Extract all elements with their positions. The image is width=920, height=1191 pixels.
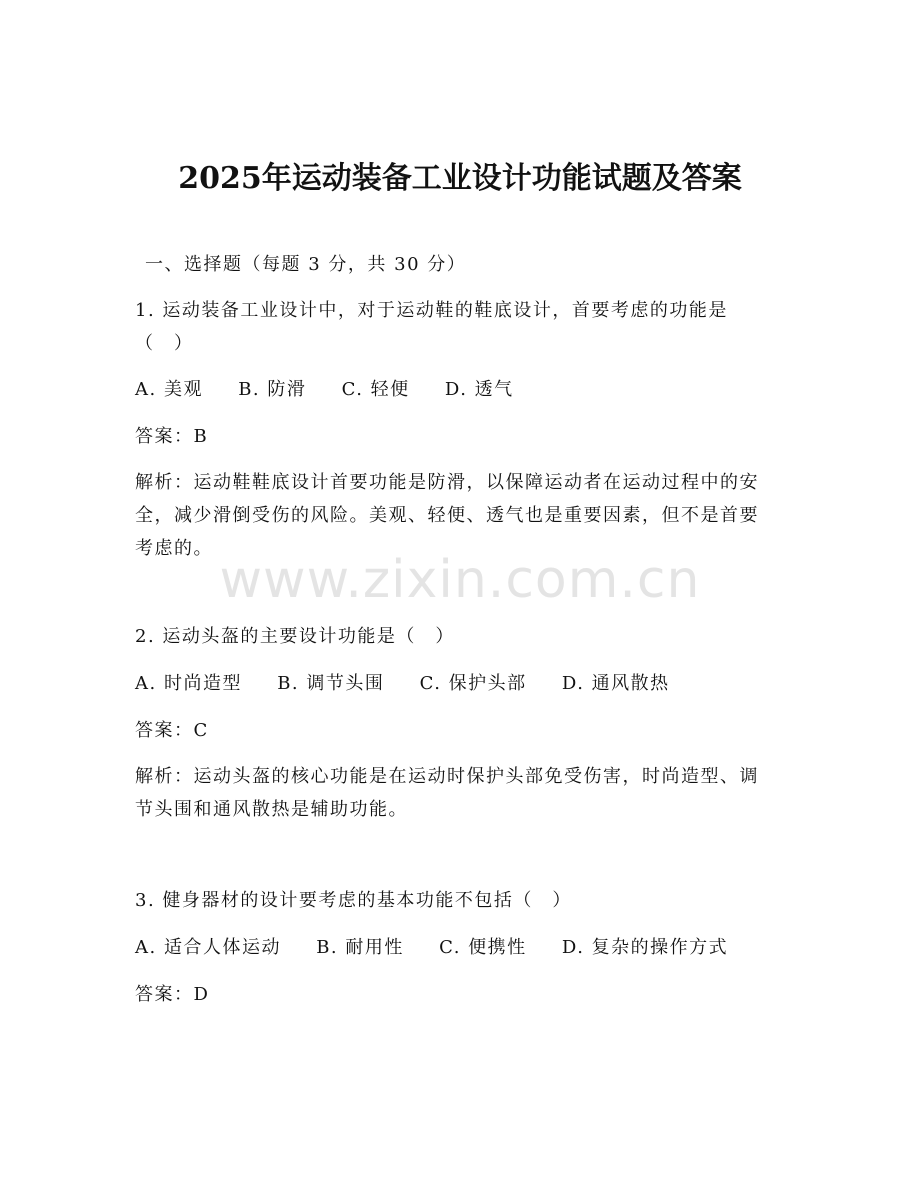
question-1-stem: 1. 运动装备工业设计中，对于运动鞋的鞋底设计，首要考虑的功能是（ ） — [135, 300, 728, 354]
question-1-options — [135, 373, 785, 406]
question-3-stem: 3. 健身器材的设计要考虑的基本功能不包括（ ） — [135, 890, 572, 911]
question-3-option-d: D. 复杂的操作方式 — [561, 937, 729, 958]
question-1-option-a: A. 美观 — [135, 379, 203, 400]
question-1-answer: 答案：B — [135, 426, 209, 447]
question-1-option-d: D. 透气 — [444, 379, 514, 400]
question-2-option-c: C. 保护头部 — [419, 673, 527, 694]
question-3-option-c: C. 便携性 — [439, 937, 527, 958]
question-3-option-a: A. 适合人体运动 — [135, 937, 281, 958]
section-heading: 一、选择题（每题 3 分，共 30 分） — [145, 254, 467, 275]
question-2-options — [135, 667, 785, 700]
question-2-answer: 答案：C — [135, 720, 209, 741]
question-2-option-a: A. 时尚造型 — [135, 673, 242, 694]
watermark-text: www.zixin.com.cn — [219, 550, 701, 610]
question-3-options — [135, 931, 785, 964]
question-2-analysis: 解析：运动头盔的核心功能是在运动时保护头部免受伤害，时尚造型、调节头围和通风散热是辅助功能。 — [135, 766, 759, 820]
question-3-answer: 答案：D — [135, 984, 210, 1005]
question-2-option-d: D. 通风散热 — [561, 673, 670, 694]
question-1-analysis: 解析：运动鞋鞋底设计首要功能是防滑，以保障运动者在运动过程中的安全，减少滑倒受伤的风险。美观、轻便、透气也是重要因素，但不是首要考虑的。 — [135, 472, 759, 559]
document-title: 2025年运动装备工业设计功能试题及答案 — [178, 161, 742, 196]
question-2-stem: 2. 运动头盔的主要设计功能是（ ） — [135, 626, 455, 647]
question-2-option-b: B. 调节头围 — [277, 673, 385, 694]
question-1-option-b: B. 防滑 — [238, 379, 307, 400]
question-3-option-b: B. 耐用性 — [316, 937, 404, 958]
question-1-option-c: C. 轻便 — [341, 379, 410, 400]
